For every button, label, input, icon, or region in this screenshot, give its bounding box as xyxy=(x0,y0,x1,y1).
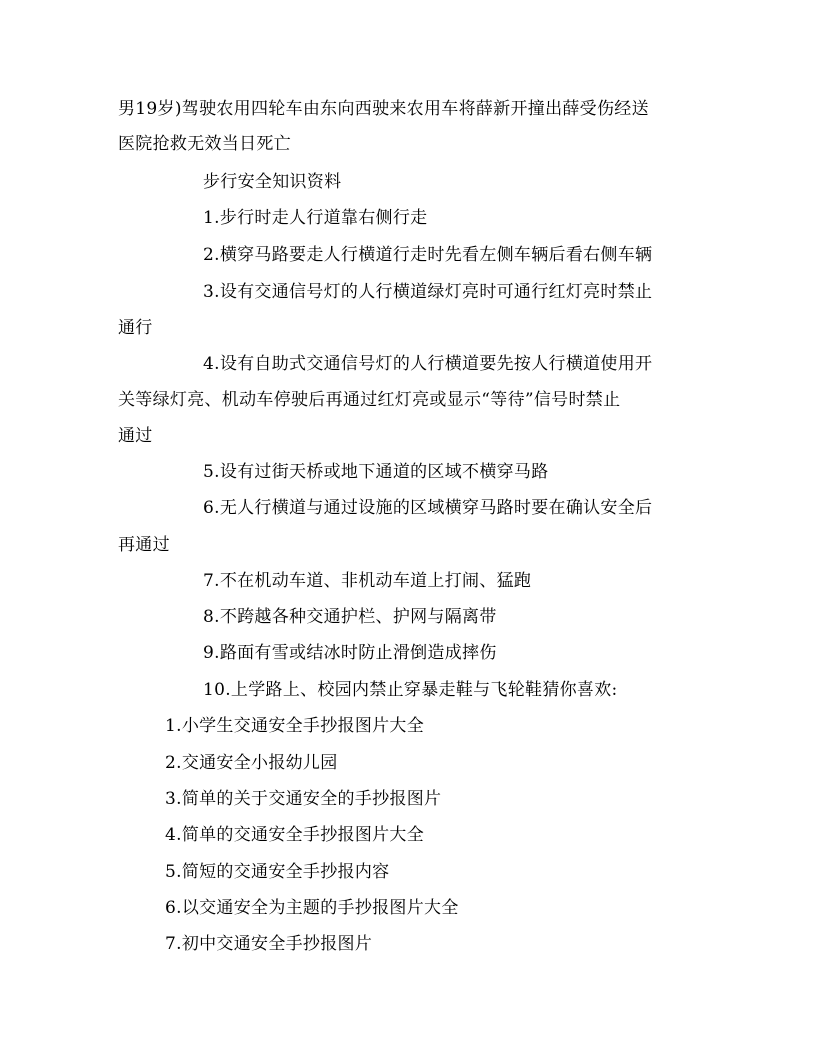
intro-line-1: 男19岁)驾驶农用四轮车由东向西驶来农用车将薛新开撞出薛受伤经送 xyxy=(118,99,649,119)
rule-4-line-3: 通过 xyxy=(118,426,153,446)
intro-line-2: 医院抢救无效当日死亡 xyxy=(118,134,291,154)
rule-5: 5.设有过街天桥或地下通道的区域不横穿马路 xyxy=(203,462,549,482)
related-item: 2.交通安全小报幼儿园 xyxy=(165,753,338,773)
rule-4-line-1: 4.设有自助式交通信号灯的人行横道要先按人行横道使用开 xyxy=(203,354,653,374)
rule-8: 8.不跨越各种交通护栏、护网与隔离带 xyxy=(203,607,497,627)
related-item: 3.简单的关于交通安全的手抄报图片 xyxy=(165,789,442,809)
rule-3-line-1: 3.设有交通信号灯的人行横道绿灯亮时可通行红灯亮时禁止 xyxy=(203,282,653,302)
related-item: 4.简单的交通安全手抄报图片大全 xyxy=(165,825,425,845)
rule-10: 10.上学路上、校园内禁止穿暴走鞋与飞轮鞋猜你喜欢: xyxy=(203,680,618,700)
related-item: 1.小学生交通安全手抄报图片大全 xyxy=(165,716,425,736)
related-item: 5.简短的交通安全手抄报内容 xyxy=(165,862,390,882)
section-title: 步行安全知识资料 xyxy=(203,172,342,192)
rule-3-line-2: 通行 xyxy=(118,318,153,338)
rule-9: 9.路面有雪或结冰时防止滑倒造成摔伤 xyxy=(203,643,497,663)
rule-4-line-2: 关等绿灯亮、机动车停驶后再通过红灯亮或显示“等待”信号时禁止 xyxy=(118,390,621,410)
rule-7: 7.不在机动车道、非机动车道上打闹、猛跑 xyxy=(203,571,532,591)
rule-6-line-2: 再通过 xyxy=(118,535,170,555)
related-item: 7.初中交通安全手抄报图片 xyxy=(165,934,373,954)
rule-1: 1.步行时走人行道靠右侧行走 xyxy=(203,208,428,228)
rule-2: 2.横穿马路要走人行横道行走时先看左侧车辆后看右侧车辆 xyxy=(203,245,653,265)
rule-6-line-1: 6.无人行横道与通过设施的区域横穿马路时要在确认安全后 xyxy=(203,498,653,518)
related-item: 6.以交通安全为主题的手抄报图片大全 xyxy=(165,898,459,918)
